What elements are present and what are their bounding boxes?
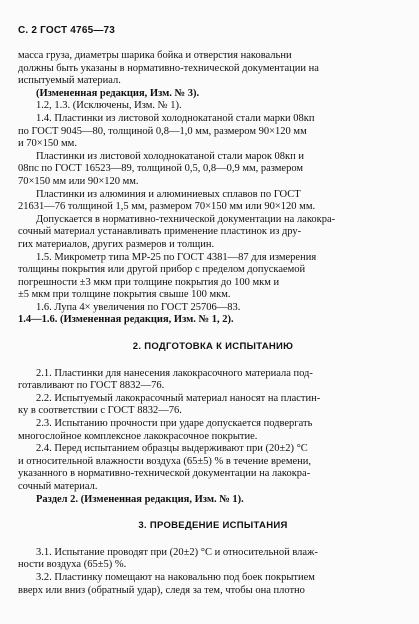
text-line: 3.1. Испытание проводят при (20±2) °С и относительной влаж- [36, 546, 318, 558]
text-line: должны быть указаны в нормативно-технической документации на [18, 62, 319, 74]
text-line: 1.5. Микрометр типа МР-25 по ГОСТ 4381—87 для измерения [36, 251, 317, 263]
text-line: 1.4. Пластинки из листовой холоднокатаной стали марки 08кп [36, 112, 315, 124]
text-line: гих материалов, других размеров и толщин. [18, 238, 215, 250]
text-line: масса груза, диаметры шарика бойка и отверстия наковальни [18, 50, 292, 61]
text-line: 70×150 мм или 90×120 мм. [18, 175, 139, 187]
document-body [18, 50, 408, 597]
text-line: 1.6. Лупа 4× увеличения по ГОСТ 25706—83. [36, 301, 241, 313]
text-line: Пластинки из листовой холоднокатаной стали марок 08кп и [36, 150, 305, 162]
text-line: 2.1. Пластинки для нанесения лакокрасочного материала под- [36, 367, 313, 379]
section-2-heading: 2. ПОДГОТОВКА К ИСПЫТАНИЮ [132, 341, 294, 353]
text-line: испытуемый материал. [18, 75, 121, 87]
text-line: 21631—76 толщиной 1,5 мм, размером 70×150 мм или 90×120 мм. [18, 201, 316, 213]
text-line: Пластинки из алюминия и алюминиевых сплавов по ГОСТ [36, 188, 301, 200]
text-line: указанного в нормативно-технической документации на лакокра- [18, 468, 311, 480]
text-line: погрешности ±3 мкм при толщине покрытия до 100 мкм и [18, 276, 280, 288]
section-3-heading: 3. ПРОВЕДЕНИЕ ИСПЫТАНИЯ [138, 520, 288, 532]
text-line: готавливают по ГОСТ 8832—76. [18, 380, 165, 392]
text-line: сочный материал устанавливать применение пластинок из дру- [18, 226, 302, 238]
text-line: 2.4. Перед испытанием образцы выдерживают при (20±2) °С [36, 443, 308, 455]
text-line: толщины покрытия или другой прибор с пределом допускаемой [18, 264, 306, 276]
amendment-note: (Измененная редакция, Изм. № 3). [36, 87, 200, 99]
text-line: 1.2, 1.3. (Исключены, Изм. № 1). [36, 100, 182, 112]
text-line: 08пс по ГОСТ 16523—89, толщиной 0,5, 0,8—0,9 мм, размером [18, 163, 304, 175]
text-line: по ГОСТ 9045—80, толщиной 0,8—1,0 мм, размером 90×120 мм [18, 125, 307, 137]
text-line: и 70×150 мм. [18, 138, 77, 150]
text-line: вверх или вниз (обратный удар), следя за тем, чтобы она плотно [18, 584, 305, 596]
amendment-note: 1.4—1.6. (Измененная редакция, Изм. № 1, 2). [18, 314, 234, 326]
text-line: ку в соответствии с ГОСТ 8832—76. [18, 405, 182, 417]
text-line: ±5 мкм при толщине покрытия свыше 100 мкм. [18, 289, 231, 301]
text-line: ности воздуха (65±5) %. [18, 559, 127, 571]
text-line: 2.2. Испытуемый лакокрасочный материал наносят на пластин- [36, 392, 321, 404]
text-line: 2.3. Испытанию прочности при ударе допускается подвергать [36, 418, 313, 430]
text-line: сочный материал. [18, 481, 98, 492]
amendment-note: Раздел 2. (Измененная редакция, Изм. № 1). [36, 493, 244, 505]
text-line: Допускается в нормативно-технической документации на лакокра- [36, 213, 336, 225]
page-header: С. 2 ГОСТ 4765—73 [18, 25, 116, 36]
text-line: и относительной влажности воздуха (65±5) % в течение времени, [18, 455, 312, 467]
text-line: 3.2. Пластинку помещают на наковальню под боек покрытием [36, 571, 315, 583]
text-line: многослойное комплексное лакокрасочное покрытие. [18, 430, 258, 442]
